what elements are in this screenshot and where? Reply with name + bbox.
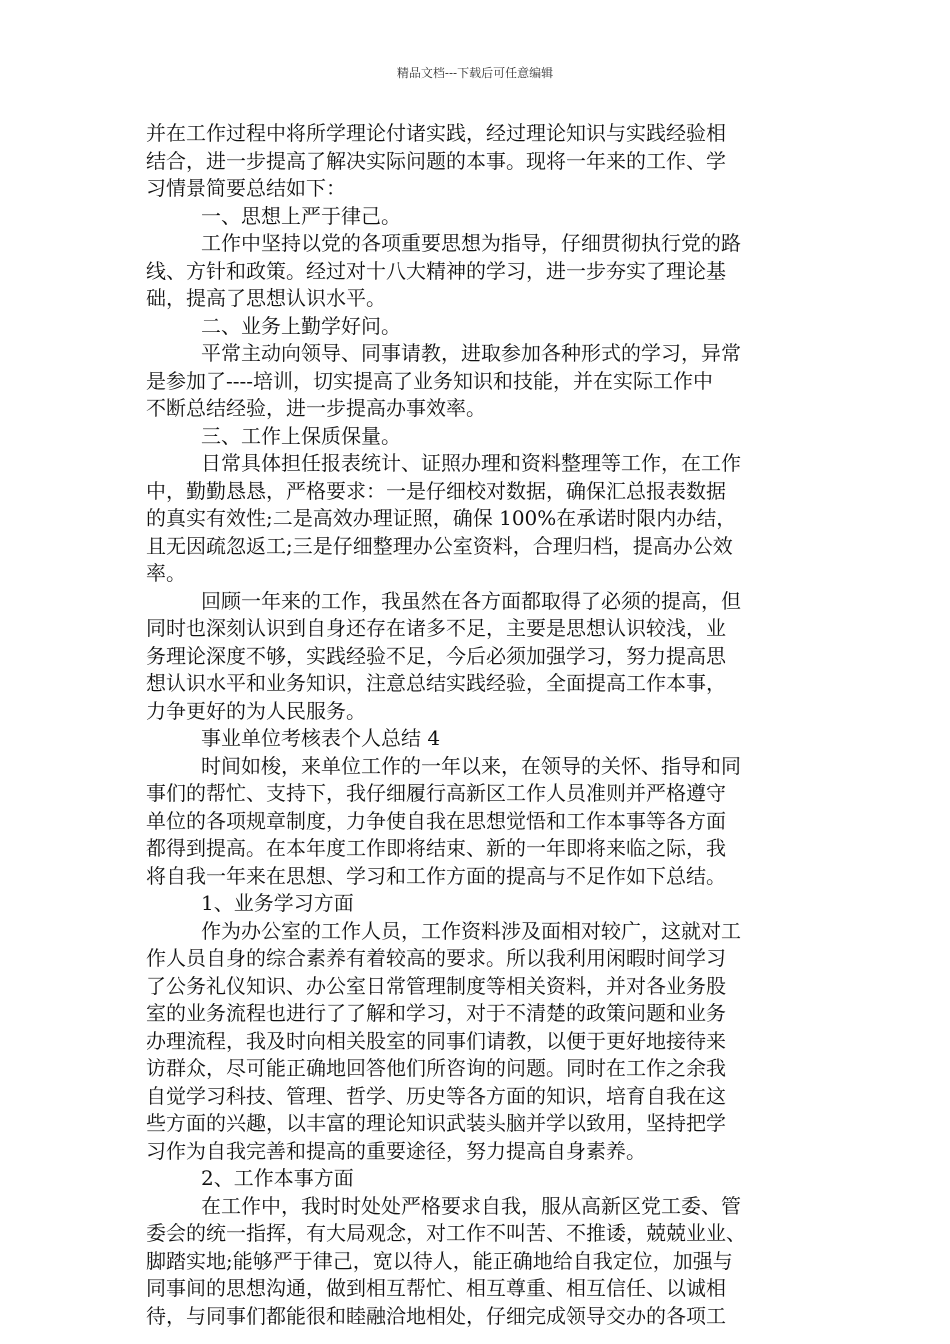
text-line: 自觉学习科技、管理、哲学、历史等各方面的知识，培育自我在这 bbox=[146, 1083, 726, 1108]
text-line: 习情景简要总结如下： bbox=[146, 176, 346, 200]
text-line: 线、方针和政策。经过对十八大精神的学习，进一步夯实了理论基 bbox=[146, 258, 726, 283]
document-body bbox=[146, 120, 811, 1330]
text-line: 三、工作上保质保量。 bbox=[201, 423, 401, 448]
text-line: 中，勤勤恳恳，严格要求：一是仔细校对数据，确保汇总报表数据 bbox=[146, 478, 726, 503]
text-line: 了公务礼仪知识、办公室日常管理制度等相关资料，并对各业务股 bbox=[146, 973, 726, 998]
text-line: 础，提高了思想认识水平。 bbox=[146, 286, 386, 310]
text-line: 事业单位考核表个人总结 4 bbox=[201, 726, 441, 750]
text-line: 脚踏实地;能够严于律己，宽以待人，能正确地给自我定位，加强与 bbox=[146, 1248, 733, 1273]
text-line: 待，与同事们都能很和睦融洽地相处，仔细完成领导交办的各项工 bbox=[146, 1303, 726, 1328]
text-line: 并在工作过程中将所学理论付诸实践，经过理论知识与实践经验相 bbox=[146, 121, 726, 145]
text-line: 办理流程，我及时向相关股室的同事们请教，以便于更好地接待来 bbox=[146, 1028, 726, 1053]
text-line: 工作中坚持以党的各项重要思想为指导，仔细贯彻执行党的路 bbox=[201, 231, 741, 255]
text-line: 是参加了----培训，切实提高了业务知识和技能，并在实际工作中 bbox=[146, 368, 714, 393]
text-line: 作为办公室的工作人员，工作资料涉及面相对较广，这就对工 bbox=[201, 918, 741, 943]
text-line: 的真实有效性;二是高效办理证照，确保 100%在承诺时限内办结， bbox=[146, 506, 737, 530]
text-line: 将自我一年来在思想、学习和工作方面的提高与不足作如下总结。 bbox=[146, 863, 726, 888]
text-line: 回顾一年来的工作，我虽然在各方面都取得了必须的提高，但 bbox=[201, 588, 741, 613]
text-line: 室的业务流程也进行了了解和学习，对于不清楚的政策问题和业务 bbox=[146, 1001, 726, 1025]
text-line: 力争更好的为人民服务。 bbox=[146, 698, 366, 723]
text-line: 率。 bbox=[146, 561, 186, 585]
text-line: 访群众，尽可能正确地回答他们所咨询的问题。同时在工作之余我 bbox=[146, 1056, 726, 1080]
text-line: 二、业务上勤学好问。 bbox=[201, 313, 401, 338]
text-line: 都得到提高。在本年度工作即将结束、新的一年即将来临之际，我 bbox=[146, 836, 726, 860]
text-line: 单位的各项规章制度，力争使自我在思想觉悟和工作本事等各方面 bbox=[146, 808, 726, 833]
text-line: 习作为自我完善和提高的重要途径，努力提高自身素养。 bbox=[146, 1138, 646, 1163]
text-line: 1、业务学习方面 bbox=[201, 891, 354, 915]
text-line: 结合，进一步提高了解决实际问题的本事。现将一年来的工作、学 bbox=[146, 148, 726, 173]
text-line: 不断总结经验，进一步提高办事效率。 bbox=[146, 396, 486, 420]
text-line: 务理论深度不够，实践经验不足，今后必须加强学习，努力提高思 bbox=[146, 643, 726, 668]
text-line: 且无因疏忽返工;三是仔细整理办公室资料，合理归档，提高办公效 bbox=[146, 533, 733, 558]
text-line: 想认识水平和业务知识，注意总结实践经验，全面提高工作本事， bbox=[146, 671, 726, 695]
document-header-watermark: 精品文档---下载后可任意编辑 bbox=[396, 66, 554, 80]
text-line: 作人员自身的综合素养有着较高的要求。所以我利用闲暇时间学习 bbox=[146, 946, 726, 970]
text-line: 些方面的兴趣，以丰富的理论知识武装头脑并学以致用，坚持把学 bbox=[146, 1111, 726, 1135]
text-line: 同事间的思想沟通，做到相互帮忙、相互尊重、相互信任、以诚相 bbox=[146, 1276, 726, 1300]
text-line: 2、工作本事方面 bbox=[201, 1166, 354, 1190]
text-line: 委会的统一指挥，有大局观念，对工作不叫苦、不推诿，兢兢业业、 bbox=[146, 1221, 746, 1245]
text-line: 日常具体担任报表统计、证照办理和资料整理等工作，在工作 bbox=[201, 451, 741, 475]
text-line: 一、思想上严于律己。 bbox=[201, 203, 401, 228]
text-line: 同时也深刻认识到自身还存在诸多不足，主要是思想认识较浅，业 bbox=[146, 616, 726, 640]
text-line: 平常主动向领导、同事请教，进取参加各种形式的学习，异常 bbox=[201, 341, 741, 365]
text-line: 事们的帮忙、支持下，我仔细履行高新区工作人员准则并严格遵守 bbox=[146, 781, 726, 805]
text-line: 在工作中，我时时处处严格要求自我，服从高新区党工委、管 bbox=[201, 1193, 741, 1218]
text-line: 时间如梭，来单位工作的一年以来，在领导的关怀、指导和同 bbox=[201, 753, 741, 778]
